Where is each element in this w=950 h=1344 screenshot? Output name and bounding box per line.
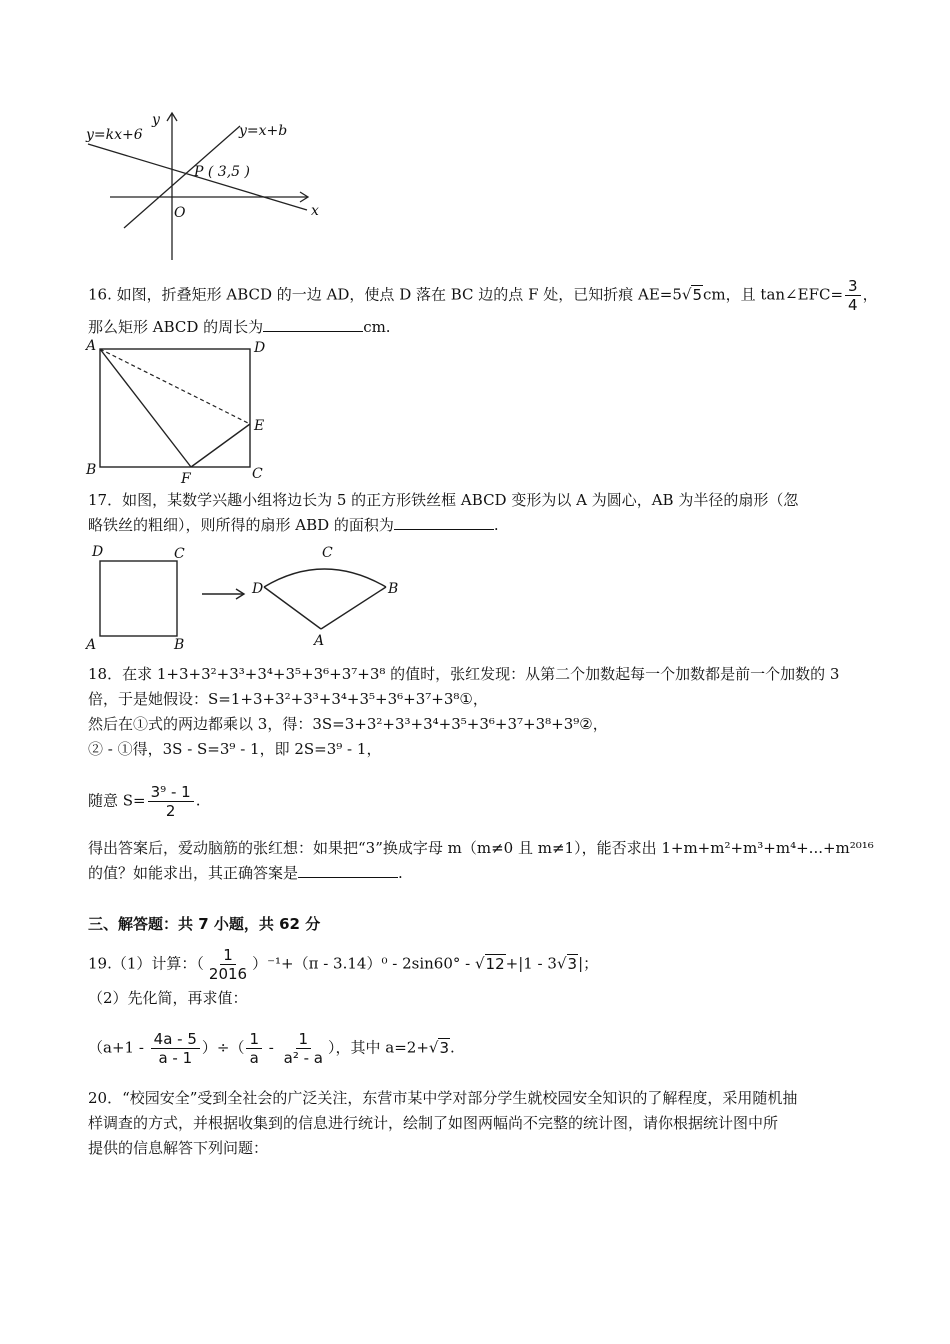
label-kx: y=kx+6: [86, 127, 143, 143]
sector-radius-ab: [321, 587, 386, 629]
square-to-sector-figure: [84, 541, 404, 653]
square-label-a: A: [86, 637, 97, 653]
sqrt-3-value: √3: [428, 1038, 450, 1057]
q17-line2: 略铁丝的粗细），则所得的扇形 ABD 的面积为 .: [88, 516, 499, 534]
q20-line1: 20．“校园安全”受到全社会的广泛关注，东营市某中学对部分学生就校园安全知识的了解程度，采用随机抽: [88, 1089, 798, 1107]
rectangle-fold-figure: [84, 336, 274, 484]
label-c: C: [252, 466, 263, 482]
line-graph-figure: [82, 108, 327, 266]
section-three-title: 三、解答题：共 7 小题，共 62 分: [88, 915, 321, 933]
label-e: E: [254, 418, 265, 434]
rectangle-abcd: [100, 349, 250, 467]
q16-text1a: 16. 如图，折叠矩形 ABCD 的一边 AD，使点 D 落在 BC 边的点 F 处，已知折痕 AE=5: [88, 285, 682, 304]
label-d: D: [254, 340, 266, 356]
q16-line1: 16. 如图，折叠矩形 ABCD 的一边 AD，使点 D 落在 BC 边的点 F 处，已知折痕 AE=5√5cm，且 tan∠EFC= $\frac{3}{4}$ ，: [88, 277, 878, 314]
fraction-1-over-a2-a: $\frac{1}{\text{a² - a}}$: [283, 1030, 323, 1067]
label-origin: O: [174, 205, 186, 221]
fraction-1-over-a: $\frac{1}{a}$: [246, 1030, 262, 1067]
sqrt-5: √5: [681, 285, 703, 304]
square-label-b: B: [174, 637, 185, 653]
square-abcd: [100, 561, 177, 636]
label-a: A: [86, 338, 97, 354]
label-x: x: [311, 203, 319, 219]
q18-line7: 的值？如能求出，其正确答案是 .: [88, 864, 403, 882]
sector-label-b: B: [388, 581, 399, 597]
q18-line5: 随意 S= $\frac{\text{3⁹ - 1}}{2}$ .: [88, 783, 201, 820]
segment-fe: [191, 424, 250, 467]
label-xb: y=x+b: [239, 123, 288, 139]
q18-line3: 然后在①式的两边都乘以 3，得：3S=3+3²+3³+3⁴+3⁵+3⁶+3⁷+3⁸+3⁹②，: [88, 715, 608, 733]
sqrt-3: √3: [556, 954, 578, 973]
sqrt-12: √12: [474, 954, 505, 973]
q18-line2: 倍，于是她假设：S=1+3+3²+3³+3⁴+3⁵+3⁶+3⁷+3⁸①，: [88, 690, 488, 708]
fraction-3pow9-minus1-over2: $\frac{\text{3⁹ - 1}}{2}$: [148, 783, 194, 820]
sector-arc: [264, 569, 386, 587]
sector-label-c: C: [322, 545, 333, 561]
square-label-c: C: [174, 546, 185, 562]
q19-part1: 19.（1）计算：（ $\frac{1}{2016}$ ）⁻¹+（π - 3.14）⁰ - 2sin60° - √12+|1 - 3√3|；: [88, 946, 599, 983]
q16-text2a: 那么矩形 ABCD 的周长为: [88, 318, 264, 336]
q19-part2-expression: （a+1 - $\frac{4a - 5}{a - 1}$ ）÷（ $\frac{1}{a}$ - $\frac{1}{\text{a² - a}}$ ），其中 a=2+√3.: [88, 1030, 455, 1067]
q18-line4: ② - ①得，3S - S=3⁹ - 1，即 2S=3⁹ - 1，: [88, 740, 382, 758]
q18-line1: 18．在求 1+3+3²+3³+3⁴+3⁵+3⁶+3⁷+3⁸ 的值时，张红发现：从第二个加数起每一个加数都是前一个加数的 3: [88, 665, 840, 683]
q20-line2: 样调查的方式，并根据收集到的信息进行统计，绘制了如图两幅尚不完整的统计图，请你根据统计图中所: [88, 1114, 779, 1132]
q18-line6: 得出答案后，爱动脑筋的张红想：如果把“3”换成字母 m（m≠0 且 m≠1），能否求出 1+m+m²+m³+m⁴+...+m²⁰¹⁶: [88, 839, 874, 857]
sector-label-a: A: [314, 633, 325, 649]
answer-blank-q17[interactable]: [394, 515, 494, 530]
answer-blank-q16[interactable]: [263, 317, 363, 332]
q20-line3: 提供的信息解答下列问题：: [88, 1139, 269, 1157]
square-label-d: D: [92, 544, 104, 560]
fraction-1-over-2016: $\frac{1}{2016}$: [208, 946, 248, 983]
label-b: B: [86, 462, 97, 478]
fraction-4a-5-over-a-1: $\frac{4a - 5}{a - 1}$: [151, 1030, 200, 1067]
fraction-3-4: $\frac{3}{4}$: [845, 277, 861, 314]
answer-blank-q18[interactable]: [298, 863, 398, 878]
sector-radius-ad: [264, 587, 321, 629]
label-y: y: [152, 112, 160, 128]
label-point-p: P ( 3,5 ): [194, 164, 250, 180]
segment-af: [100, 349, 191, 467]
q16-line2: 那么矩形 ABCD 的周长为 cm.: [88, 318, 391, 336]
label-f: F: [181, 471, 191, 484]
fold-crease-ae: [100, 349, 250, 424]
q16-text1b: cm，且 tan∠EFC=: [703, 285, 844, 304]
q19-part2: （2）先化简，再求值：: [88, 989, 248, 1007]
q17-line1: 17．如图，某数学兴趣小组将边长为 5 的正方形铁丝框 ABCD 变形为以 A 为圆心，AB 为半径的扇形（忽: [88, 491, 799, 509]
sector-label-d: D: [252, 581, 264, 597]
